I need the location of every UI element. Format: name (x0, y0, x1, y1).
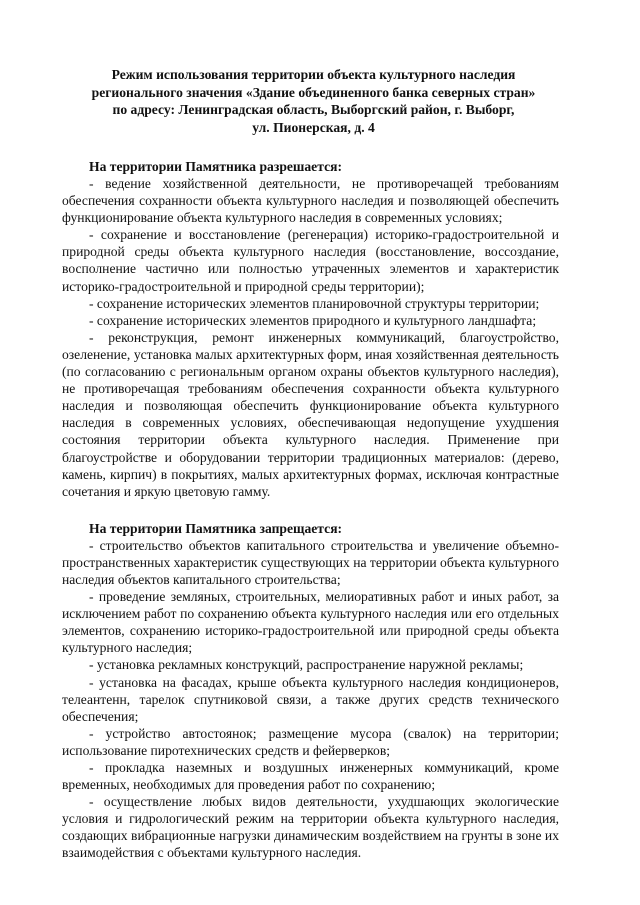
forbidden-item: - проведение земляных, строительных, мелиоративных работ и иных работ, за исключением работ по сохранению объекта культурного наследия или его отдельных элементов, сохранению историко-градостроительной или природной среды объекта культурного наследия; (62, 589, 559, 656)
title-line: по адресу: Ленинградская область, Выборгский район, г. Выборг, (112, 102, 515, 117)
allowed-item: - сохранение исторических элементов планировочной структуры территории; (89, 295, 540, 311)
forbidden-item: - устройство автостоянок; размещение мусора (свалок) на территории; использование пиротехнических средств и фейерверков; (62, 725, 559, 758)
allowed-heading: На территории Памятника разрешается: (89, 159, 342, 174)
title-line: Режим использования территории объекта культурного наследия (111, 67, 516, 82)
allowed-item: - ведение хозяйственной деятельности, не противоречащей требованиям обеспечения сохранности объекта культурного наследия и позволяющей обеспечить функционирование объекта культурного наследия в современных условиях; (62, 176, 559, 226)
forbidden-item: - осуществление любых видов деятельности, ухудшающих экологические условия и гидрологический режим на территории объекта культурного наследия, создающих вибрационные нагрузки динамическим воздействием на грунты в зоне их взаимодействия с объектами культурного наследия. (62, 794, 559, 861)
forbidden-item: - установка рекламных конструкций, распространение наружной рекламы; (89, 657, 524, 673)
document-title (62, 66, 559, 136)
forbidden-item: - прокладка наземных и воздушных инженерных коммуникаций, кроме временных, необходимых для проведения работ по сохранению; (62, 760, 559, 793)
forbidden-heading: На территории Памятника запрещается: (89, 520, 343, 536)
forbidden-item: - установка на фасадах, крыше объекта культурного наследия кондиционеров, телеантенн, тарелок спутниковой связи, а также других средств технического обеспечения; (62, 674, 559, 724)
allowed-item: - сохранение и восстановление (регенерация) историко-градостроительной и природной среды объекта культурного наследия (восстановление, воссоздание, восполнение частично или полностью утраченных элементов и характеристик историко-градостроительной и природной среды территории); (62, 227, 559, 294)
title-line: ул. Пионерская, д. 4 (252, 119, 375, 135)
allowed-item: - реконструкция, ремонт инженерных коммуникаций, благоустройство, озеленение, установка малых архитектурных форм, иная хозяйственная деятельность (по согласованию с региональным органом охраны объектов культурного наследия), не противоречащая требованиям обеспечения сохранности объекта культурного наследия и позволяющая обеспечить функционирование объекта культурного наследия в современных условиях, обеспечивающая недопущение ухудшения состояния территории объекта культурного наследия. Применение при благоустройстве и оборудовании территории традиционных материалов: (дерево, камень, кирпич) в покрытиях, малых архитектурных формах, исключая контрастные сочетания и яркую цветовую гамму. (62, 329, 559, 499)
forbidden-item: - строительство объектов капитального строительства и увеличение объемно-пространственных характеристик существующих на территории объекта культурного наследия объектов капитального строительства; (62, 537, 559, 587)
allowed-item: - сохранение исторических элементов природного и культурного ландшафта; (89, 312, 537, 328)
title-line: регионального значения «Здание объединенного банка северных стран» (91, 84, 536, 100)
